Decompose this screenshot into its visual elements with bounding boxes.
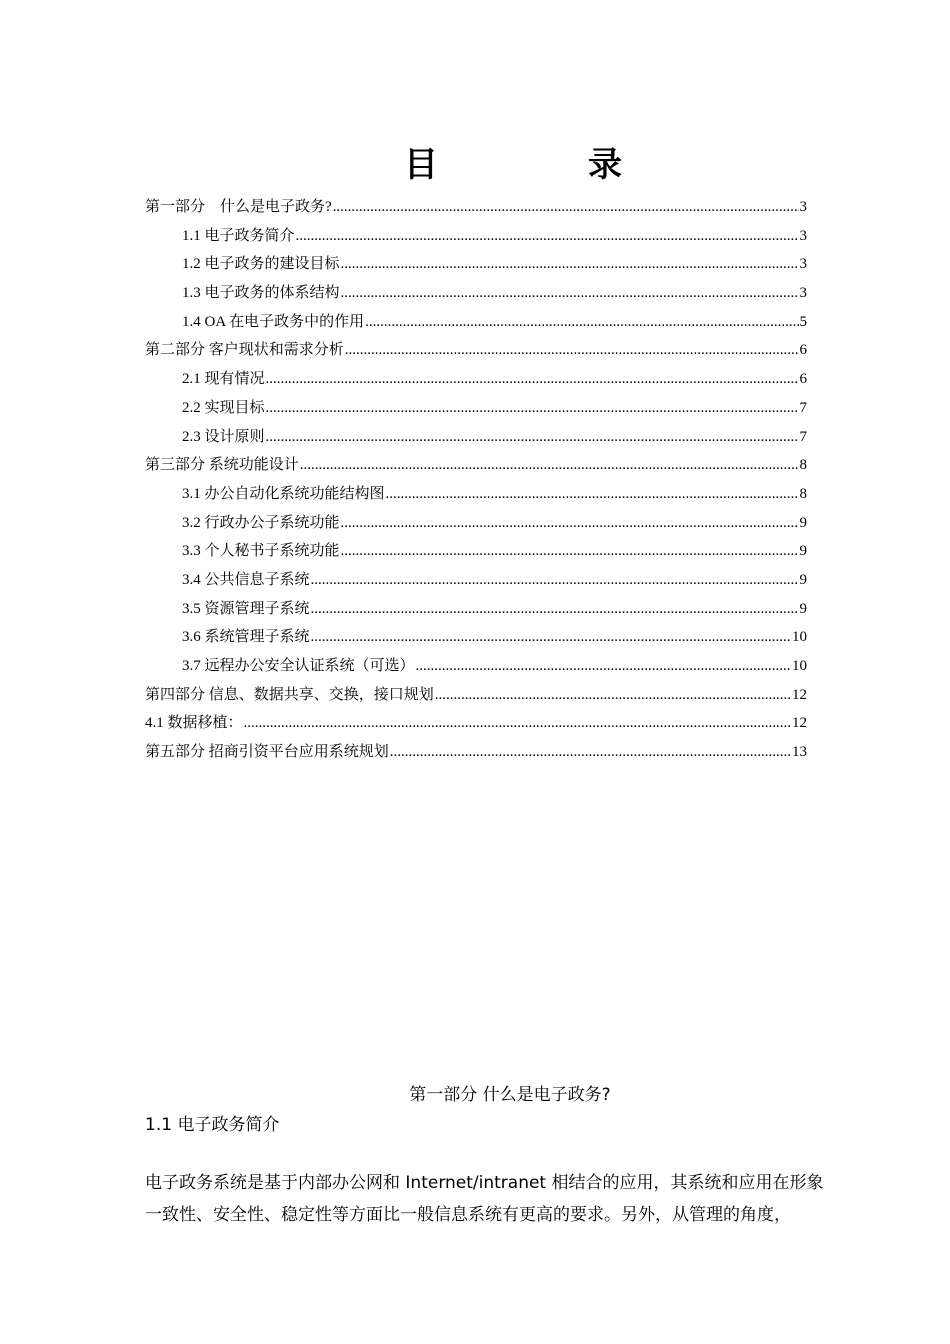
toc-entry-page-number: 7 (799, 428, 807, 445)
toc-leader-dots (266, 394, 799, 423)
toc-entry[interactable] (145, 681, 807, 710)
toc-entry[interactable] (145, 509, 807, 538)
body-line: 电子政务系统是基于内部办公网和 Internet/intranet 相结合的应用，其系统和应用在形象 (145, 1173, 824, 1193)
toc-entry-label: 第三部分 系统功能设计 (145, 457, 299, 474)
toc-entry-page-number: 6 (799, 371, 807, 388)
toc-entry-page-number: 9 (799, 571, 807, 588)
toc-entry-label: 第二部分 客户现状和需求分析 (145, 342, 344, 359)
toc-entry[interactable] (145, 623, 807, 652)
toc-entry-page-number: 12 (792, 686, 807, 703)
toc-leader-dots (365, 308, 798, 337)
toc-leader-dots (416, 652, 791, 681)
toc-entry-label: 2.3 设计原则 (182, 428, 265, 445)
toc-entry-page-number: 12 (792, 715, 807, 732)
toc-entry-label: 第五部分 招商引资平台应用系统规划 (145, 744, 389, 761)
toc-entry-label: 2.1 现有情况 (182, 371, 265, 388)
toc-entry-label: 3.2 行政办公子系统功能 (182, 514, 340, 531)
toc-entry-page-number: 8 (799, 457, 807, 474)
toc-entry-label: 第四部分 信息、数据共享、交换，接口规划 (145, 686, 434, 703)
toc-leader-dots (266, 423, 799, 452)
toc-leader-dots (244, 709, 791, 738)
toc-entry-label: 3.6 系统管理子系统 (182, 629, 310, 646)
toc-entry-page-number: 13 (792, 744, 807, 761)
toc-leader-dots (345, 336, 799, 365)
toc-entry[interactable] (145, 279, 807, 308)
toc-entry-page-number: 7 (799, 399, 807, 416)
toc-entry[interactable] (145, 394, 807, 423)
toc-leader-dots (311, 595, 799, 624)
toc-entry-page-number: 8 (799, 485, 807, 502)
toc-entry-label: 3.7 远程办公安全认证系统（可选） (182, 658, 415, 674)
toc-leader-dots (300, 451, 799, 480)
toc-entry[interactable] (145, 537, 807, 566)
body-line: 一致性、安全性、稳定性等方面比一般信息系统有更高的要求。另外，从管理的角度， (145, 1205, 791, 1225)
toc-entry-label: 3.1 办公自动化系统功能结构图 (182, 485, 385, 502)
toc-entry-page-number: 6 (799, 342, 807, 359)
toc-entry-label: 3.5 资源管理子系统 (182, 600, 310, 617)
toc-entry-page-number: 3 (799, 285, 807, 302)
toc-entry-label: 4.1 数据移植： (145, 715, 243, 732)
toc-leader-dots (333, 193, 799, 222)
toc-entry-label: 第一部分 什么是电子政务? (145, 199, 332, 215)
toc-leader-dots (296, 222, 799, 251)
toc-entry[interactable] (145, 365, 807, 394)
toc-entry[interactable] (145, 595, 807, 624)
toc-entry-label: 3.4 公共信息子系统 (182, 571, 310, 588)
toc-entry-label: 1.4 OA 在电子政务中的作用 (182, 313, 365, 330)
toc-entry[interactable] (145, 709, 807, 738)
toc-entry-page-number: 3 (799, 227, 807, 244)
section-heading: 第一部分 什么是电子政务? (409, 1085, 611, 1105)
toc-entry-label: 3.3 个人秘书子系统功能 (182, 543, 340, 560)
toc-entry-label: 1.1 电子政务简介 (182, 227, 295, 244)
toc-leader-dots (341, 279, 799, 308)
subsection-heading: 1.1 电子政务简介 (145, 1115, 280, 1135)
toc-title-right: 录 (588, 145, 622, 185)
toc-entry[interactable] (145, 738, 807, 767)
toc-entry-label: 1.2 电子政务的建设目标 (182, 256, 340, 273)
toc-entry[interactable] (145, 423, 807, 452)
table-of-contents (145, 193, 807, 767)
toc-entry-page-number: 9 (799, 600, 807, 617)
toc-leader-dots (435, 681, 791, 710)
toc-entry-label: 2.2 实现目标 (182, 399, 265, 416)
toc-title (0, 142, 950, 188)
toc-entry-page-number: 5 (799, 313, 807, 330)
toc-entry[interactable] (145, 222, 807, 251)
toc-entry-page-number: 3 (799, 256, 807, 273)
toc-entry[interactable] (145, 250, 807, 279)
toc-entry-label: 1.3 电子政务的体系结构 (182, 285, 340, 302)
toc-entry-page-number: 9 (799, 543, 807, 560)
toc-entry-page-number: 10 (792, 658, 807, 674)
toc-leader-dots (311, 566, 799, 595)
toc-entry-page-number: 3 (799, 199, 807, 215)
toc-entry[interactable] (145, 451, 807, 480)
toc-entry[interactable] (145, 480, 807, 509)
toc-title-left: 目 (404, 145, 438, 185)
toc-leader-dots (341, 537, 799, 566)
toc-leader-dots (390, 738, 791, 767)
toc-leader-dots (266, 365, 799, 394)
toc-leader-dots (311, 623, 791, 652)
toc-leader-dots (341, 509, 799, 538)
toc-entry[interactable] (145, 566, 807, 595)
toc-entry[interactable] (145, 308, 807, 337)
toc-entry-page-number: 10 (792, 629, 807, 646)
toc-entry[interactable] (145, 336, 807, 365)
toc-entry-page-number: 9 (799, 514, 807, 531)
toc-leader-dots (386, 480, 799, 509)
toc-entry[interactable] (145, 652, 807, 681)
toc-entry[interactable] (145, 193, 807, 222)
toc-leader-dots (341, 250, 799, 279)
body-paragraph (145, 1167, 875, 1231)
